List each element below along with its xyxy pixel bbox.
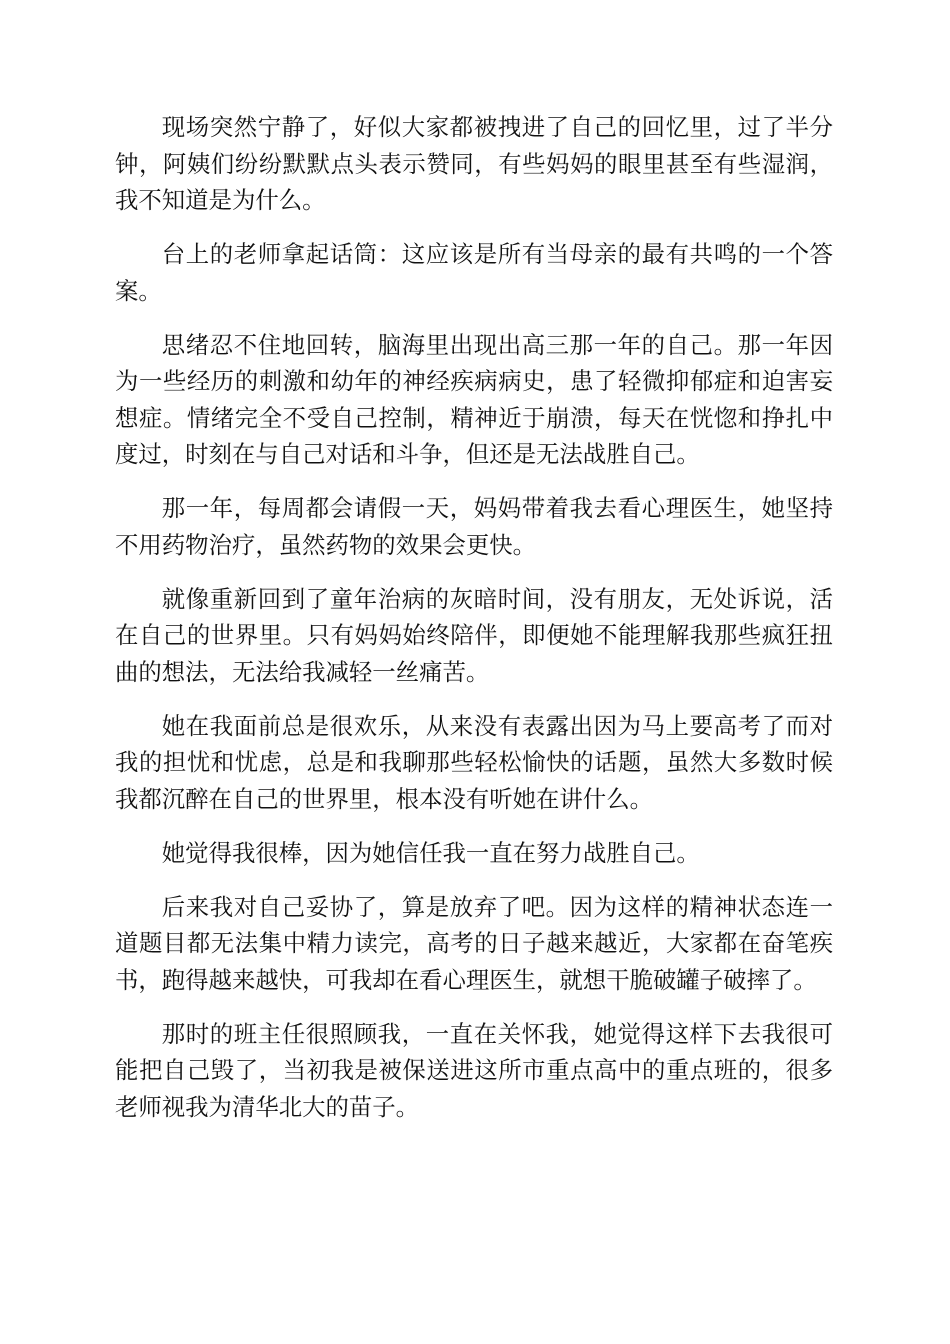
paragraph-7: 她觉得我很棒，因为她信任我一直在努力战胜自己。 (161, 838, 700, 867)
document-body (115, 109, 833, 1143)
paragraph-8: 后来我对自己妥协了，算是放弃了吧。因为这样的精神状态连一道题目都无法集中精力读完，高考的日子越来越近，大家都在奋笔疾书，跑得越来越快，可我却在看心理医生，就想干脆破罐子破摔了。 (115, 892, 833, 994)
paragraph-4: 那一年，每周都会请假一天，妈妈带着我去看心理医生，她坚持不用药物治疗，虽然药物的效果会更快。 (115, 494, 833, 559)
paragraph-5: 就像重新回到了童年治病的灰暗时间，没有朋友，无处诉说，活在自己的世界里。只有妈妈始终陪伴，即便她不能理解我那些疯狂扭曲的想法，无法给我减轻一丝痛苦。 (115, 584, 833, 686)
paragraph-3: 思绪忍不住地回转，脑海里出现出高三那一年的自己。那一年因为一些经历的刺激和幼年的神经疾病病史，患了轻微抑郁症和迫害妄想症。情绪完全不受自己控制，精神近于崩溃，每天在恍惚和挣扎中度过，时刻在与自己对话和斗争，但还是无法战胜自己。 (115, 330, 833, 468)
paragraph-6: 她在我面前总是很欢乐，从来没有表露出因为马上要高考了而对我的担忧和忧虑，总是和我聊那些轻松愉快的话题，虽然大多数时候我都沉醉在自己的世界里，根本没有听她在讲什么。 (115, 711, 833, 813)
paragraph-1: 现场突然宁静了，好似大家都被拽进了自己的回忆里，过了半分钟，阿姨们纷纷默默点头表示赞同，有些妈妈的眼里甚至有些湿润，我不知道是为什么。 (115, 113, 833, 214)
paragraph-9: 那时的班主任很照顾我，一直在关怀我，她觉得这样下去我很可能把自己毁了，当初我是被保送进这所市重点高中的重点班的，很多老师视我为清华北大的苗子。 (115, 1019, 833, 1121)
paragraph-2: 台上的老师拿起话筒：这应该是所有当母亲的最有共鸣的一个答案。 (115, 240, 833, 305)
